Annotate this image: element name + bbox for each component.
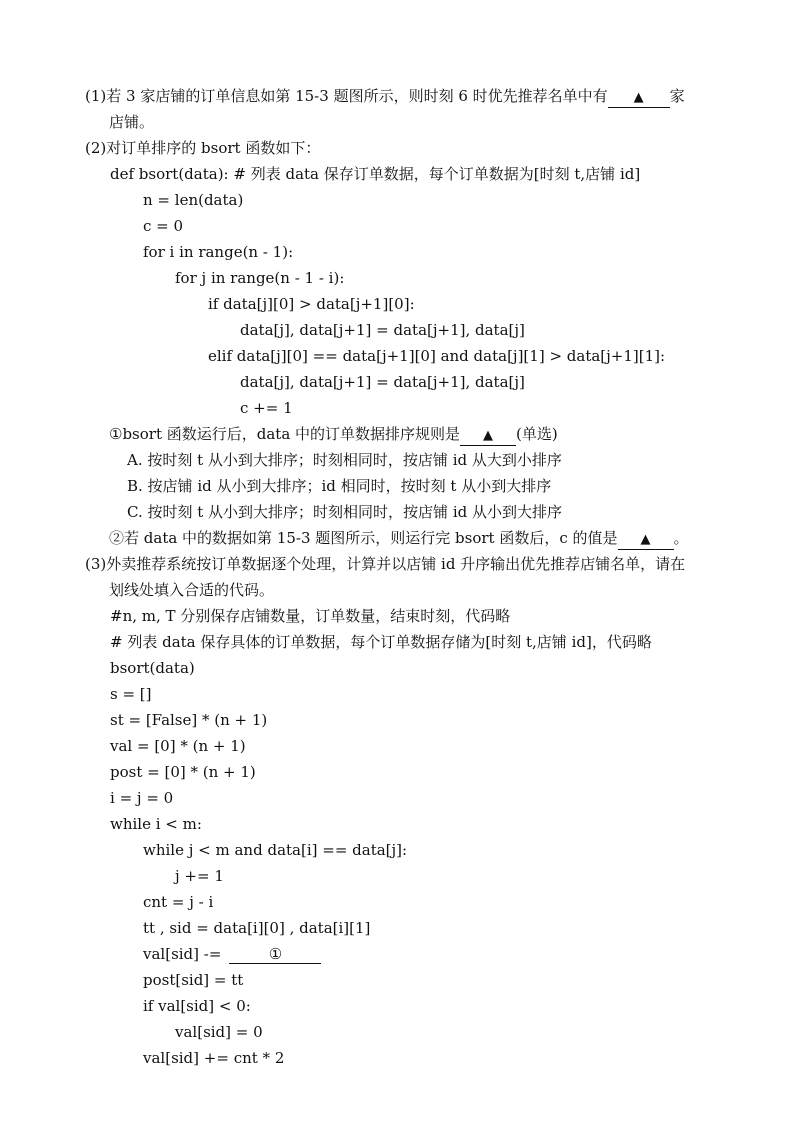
code-line: data[j], data[j+1] = data[j+1], data[j] <box>240 321 525 339</box>
q1-continuation: 店铺。 <box>109 113 155 131</box>
q2-intro: (2)对订单排序的 bsort 函数如下： <box>85 139 321 157</box>
code-line: j += 1 <box>175 867 224 885</box>
code-line: if val[sid] < 0: <box>143 997 251 1015</box>
code-line: tt , sid = data[i][0] , data[i][1] <box>143 919 371 937</box>
option-c[interactable]: C. 按时刻 t 从小到大排序；时刻相同时，按店铺 id 从小到大排序 <box>127 503 562 521</box>
option-b[interactable]: B. 按店铺 id 从小到大排序；id 相同时，按时刻 t 从小到大排序 <box>127 477 552 495</box>
code-line: c = 0 <box>143 217 184 235</box>
code-text: val[sid] -= <box>143 945 222 963</box>
code-line: def bsort(data): # 列表 data 保存订单数据，每个订单数据为[时刻 t,店铺 id] <box>110 165 641 183</box>
option-a[interactable]: A. 按时刻 t 从小到大排序；时刻相同时，按店铺 id 从大到小排序 <box>127 451 562 469</box>
code-line: # 列表 data 保存具体的订单数据，每个订单数据存储为[时刻 t,店铺 id]，代码略 <box>110 633 652 651</box>
q3-intro-continuation: 划线处填入合适的代码。 <box>109 581 275 599</box>
code-line: s = [] <box>110 685 152 703</box>
q3-intro: (3)外卖推荐系统按订单数据逐个处理，计算并以店铺 id 升序输出优先推荐店铺名单，请在 <box>85 555 686 573</box>
code-line: val[sid] += cnt * 2 <box>143 1049 285 1067</box>
code-line: post = [0] * (n + 1) <box>110 763 256 781</box>
q2-sub2-text: ②若 data 中的数据如第 15-3 题图所示，则运行完 bsort 函数后，c 的值是 <box>109 529 618 547</box>
q2-sub1-after: (单选) <box>516 425 558 443</box>
q2-sub1-answer-blank[interactable]: ▲ <box>460 425 516 446</box>
code-line: bsort(data) <box>110 659 195 677</box>
code-line: post[sid] = tt <box>143 971 244 989</box>
code-line: data[j], data[j+1] = data[j+1], data[j] <box>240 373 525 391</box>
code-line: n = len(data) <box>143 191 244 209</box>
q2-sub2-after: 。 <box>673 529 689 547</box>
q2-sub1-text: ①bsort 函数运行后，data 中的订单数据排序规则是 <box>109 425 461 443</box>
code-line: if data[j][0] > data[j+1][0]: <box>208 295 415 313</box>
q2-sub2-answer-blank[interactable]: ▲ <box>618 529 674 550</box>
q1-line <box>85 86 685 108</box>
code-line: while j < m and data[i] == data[j]: <box>143 841 408 859</box>
code-line: cnt = j - i <box>143 893 214 911</box>
q1-after: 家 <box>669 87 685 105</box>
code-line: st = [False] * (n + 1) <box>110 711 268 729</box>
code-line: for j in range(n - 1 - i): <box>175 269 345 287</box>
code-line: while i < m: <box>110 815 202 833</box>
code-line: for i in range(n - 1): <box>143 243 294 261</box>
code-line: val = [0] * (n + 1) <box>110 737 246 755</box>
code-line: c += 1 <box>240 399 293 417</box>
q3-blank-1[interactable]: ① <box>229 945 321 964</box>
code-line: i = j = 0 <box>110 789 174 807</box>
code-line: val[sid] = 0 <box>175 1023 263 1041</box>
code-line: elif data[j][0] == data[j+1][0] and data[j][1] > data[j+1][1]: <box>208 347 666 365</box>
q2-sub2 <box>109 528 689 550</box>
code-line-blank <box>143 944 321 964</box>
q1-text: (1)若 3 家店铺的订单信息如第 15-3 题图所示，则时刻 6 时优先推荐名单中有 <box>85 87 608 105</box>
q2-sub1 <box>109 424 558 446</box>
q1-answer-blank[interactable]: ▲ <box>608 87 670 108</box>
code-line: #n, m, T 分别保存店铺数量，订单数量，结束时刻，代码略 <box>110 607 511 625</box>
